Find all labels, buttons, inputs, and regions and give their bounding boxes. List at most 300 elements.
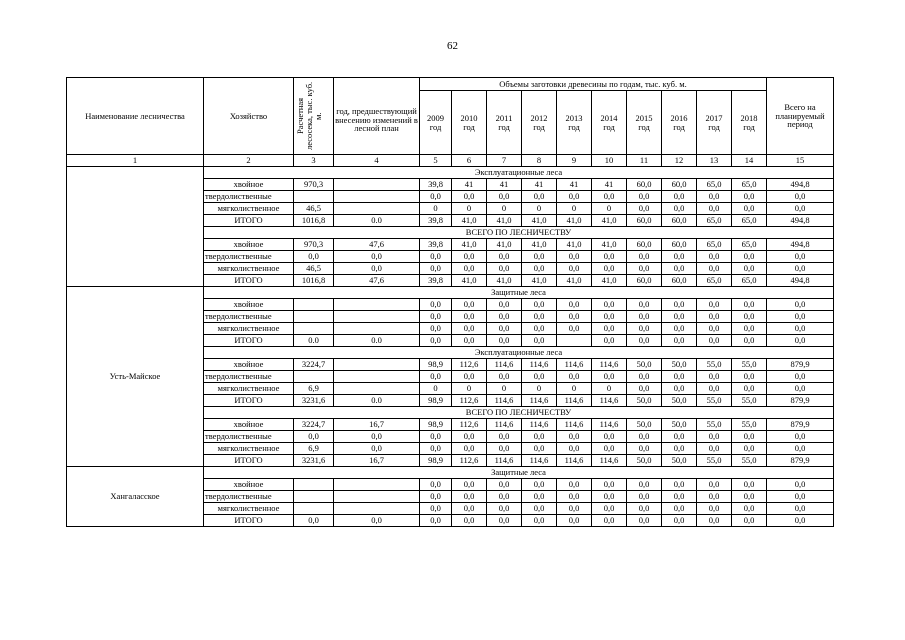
header-year-2014 — [592, 91, 627, 155]
prev-year-value: 0,0 — [334, 515, 420, 527]
prev-year-value: 0,0 — [334, 251, 420, 263]
year-volume-value: 41,0 — [557, 275, 592, 287]
year-volume-value: 0,0 — [627, 299, 662, 311]
year-volume-value: 41 — [487, 179, 522, 191]
column-number: 2 — [204, 155, 294, 167]
header-year-value: 2010 — [460, 112, 478, 123]
calc-cut-value — [294, 371, 334, 383]
prev-year-value — [334, 203, 420, 215]
year-volume-value: 0,0 — [592, 443, 627, 455]
header-calc-cut-label: Расчетная лесосека, тыс. куб. м. — [294, 81, 323, 151]
year-volume-value: 0,0 — [522, 335, 557, 347]
column-number: 7 — [487, 155, 522, 167]
column-number: 9 — [557, 155, 592, 167]
year-volume-value: 41,0 — [487, 215, 522, 227]
section-header-row — [67, 287, 834, 299]
period-total-value: 879,9 — [767, 419, 834, 431]
year-volume-value: 0,0 — [452, 191, 487, 203]
year-volume-value: 114,6 — [557, 455, 592, 467]
year-volume-value: 41,0 — [522, 215, 557, 227]
column-number: 12 — [662, 155, 697, 167]
year-volume-value: 0,0 — [662, 431, 697, 443]
year-volume-value: 0,0 — [662, 383, 697, 395]
prev-year-value — [334, 359, 420, 371]
year-volume-value: 0,0 — [627, 383, 662, 395]
year-volume-value: 0 — [557, 383, 592, 395]
year-volume-value: 55,0 — [732, 419, 767, 431]
year-volume-value: 0,0 — [732, 323, 767, 335]
year-volume-value: 0,0 — [732, 335, 767, 347]
column-number: 14 — [732, 155, 767, 167]
year-volume-value: 60,0 — [662, 239, 697, 251]
year-volume-value: 55,0 — [697, 419, 732, 431]
year-volume-value: 0,0 — [732, 299, 767, 311]
year-volume-value: 50,0 — [662, 419, 697, 431]
section-title: ВСЕГО ПО ЛЕСНИЧЕСТВУ — [204, 407, 834, 419]
year-volume-value: 0,0 — [732, 203, 767, 215]
year-volume-value: 0,0 — [452, 371, 487, 383]
year-volume-value: 0,0 — [697, 491, 732, 503]
year-volume-value: 0,0 — [522, 251, 557, 263]
year-volume-value: 0,0 — [557, 371, 592, 383]
calc-cut-value — [294, 479, 334, 491]
header-year-value: 2011 — [495, 112, 513, 123]
year-volume-value: 112,6 — [452, 395, 487, 407]
year-volume-value: 114,6 — [592, 419, 627, 431]
year-volume-value: 60,0 — [627, 275, 662, 287]
year-volume-value: 0,0 — [662, 251, 697, 263]
prev-year-value: 0.0 — [334, 335, 420, 347]
farm-type: мягколиственное — [204, 443, 294, 455]
year-volume-value: 55,0 — [732, 455, 767, 467]
year-volume-value: 0,0 — [697, 515, 732, 527]
harvest-volume-table — [66, 77, 834, 527]
year-volume-value: 0 — [487, 383, 522, 395]
farm-type: ИТОГО — [204, 395, 294, 407]
year-volume-value: 0,0 — [487, 491, 522, 503]
prev-year-value: 16,7 — [334, 455, 420, 467]
period-total-value: 0,0 — [767, 503, 834, 515]
year-volume-value: 41,0 — [592, 275, 627, 287]
column-number: 3 — [294, 155, 334, 167]
year-volume-value: 0,0 — [697, 503, 732, 515]
column-number: 13 — [697, 155, 732, 167]
header-year-unit: год — [673, 121, 685, 132]
year-volume-value: 0,0 — [627, 311, 662, 323]
column-number: 6 — [452, 155, 487, 167]
year-volume-value: 0,0 — [522, 515, 557, 527]
year-volume-value: 60,0 — [662, 215, 697, 227]
year-volume-value: 0,0 — [697, 311, 732, 323]
year-volume-value: 0,0 — [487, 443, 522, 455]
period-total-value: 0,0 — [767, 251, 834, 263]
farm-type: мягколиственное — [204, 323, 294, 335]
period-total-value: 0,0 — [767, 263, 834, 275]
header-year-unit: год — [533, 121, 545, 132]
header-year-2012 — [522, 91, 557, 155]
year-volume-value: 0,0 — [557, 191, 592, 203]
year-volume-value: 114,6 — [487, 395, 522, 407]
year-volume-value: 0,0 — [452, 431, 487, 443]
year-volume-value: 0,0 — [487, 503, 522, 515]
header-year-unit: год — [498, 121, 510, 132]
calc-cut-value — [294, 191, 334, 203]
farm-type: твердолиственные — [204, 191, 294, 203]
header-year-unit: год — [463, 121, 475, 132]
period-total-value: 0,0 — [767, 371, 834, 383]
year-volume-value: 0 — [420, 383, 452, 395]
year-volume-value: 0,0 — [732, 491, 767, 503]
year-volume-value: 0,0 — [732, 311, 767, 323]
year-volume-value: 65,0 — [732, 239, 767, 251]
header-year-unit: год — [743, 121, 755, 132]
page-number: 62 — [447, 40, 458, 52]
year-volume-value: 0,0 — [557, 311, 592, 323]
year-volume-value: 114,6 — [522, 455, 557, 467]
year-volume-value: 0,0 — [487, 323, 522, 335]
year-volume-value: 0,0 — [522, 263, 557, 275]
year-volume-value: 0,0 — [557, 263, 592, 275]
farm-type: ИТОГО — [204, 515, 294, 527]
calc-cut-value: 1016,8 — [294, 215, 334, 227]
calc-cut-value — [294, 299, 334, 311]
prev-year-value — [334, 299, 420, 311]
year-volume-value: 0 — [522, 383, 557, 395]
year-volume-value: 0,0 — [697, 191, 732, 203]
year-volume-value: 0,0 — [627, 335, 662, 347]
year-volume-value: 112,6 — [452, 359, 487, 371]
period-total-value: 0,0 — [767, 323, 834, 335]
farm-type: твердолиственные — [204, 431, 294, 443]
year-volume-value: 0,0 — [592, 311, 627, 323]
year-volume-value: 41 — [557, 179, 592, 191]
farm-type: твердолиственные — [204, 251, 294, 263]
year-volume-value: 0,0 — [732, 431, 767, 443]
year-volume-value: 0,0 — [452, 515, 487, 527]
calc-cut-value: 0.0 — [294, 335, 334, 347]
year-volume-value: 0,0 — [732, 263, 767, 275]
prev-year-value — [334, 491, 420, 503]
header-year-2017 — [697, 91, 732, 155]
calc-cut-value: 6,9 — [294, 443, 334, 455]
year-volume-value: 0,0 — [557, 431, 592, 443]
period-total-value: 0,0 — [767, 203, 834, 215]
header-year-2011 — [487, 91, 522, 155]
header-year-unit: год — [429, 121, 442, 132]
year-volume-value — [557, 335, 592, 347]
header-year-2018 — [732, 91, 767, 155]
year-volume-value: 114,6 — [487, 419, 522, 431]
year-volume-value: 0,0 — [697, 383, 732, 395]
year-volume-value: 0,0 — [452, 443, 487, 455]
column-number: 10 — [592, 155, 627, 167]
year-volume-value: 0,0 — [662, 515, 697, 527]
header-farm: Хозяйство — [204, 78, 294, 155]
year-volume-value: 0,0 — [662, 491, 697, 503]
period-total-value: 494,8 — [767, 239, 834, 251]
farm-type: хвойное — [204, 479, 294, 491]
year-volume-value: 0,0 — [697, 431, 732, 443]
year-volume-value: 0,0 — [522, 323, 557, 335]
year-volume-value: 0,0 — [487, 431, 522, 443]
year-volume-value: 0,0 — [732, 503, 767, 515]
year-volume-value: 0,0 — [522, 431, 557, 443]
year-volume-value: 0,0 — [452, 323, 487, 335]
prev-year-value — [334, 383, 420, 395]
year-volume-value: 65,0 — [732, 179, 767, 191]
year-volume-value: 0,0 — [420, 479, 452, 491]
year-volume-value: 50,0 — [627, 419, 662, 431]
prev-year-value: 0,0 — [334, 431, 420, 443]
period-total-value: 0,0 — [767, 431, 834, 443]
header-prev-year: год, предшествующий внесению изменений в лесной план — [334, 78, 420, 155]
header-year-value: 2017 — [705, 112, 723, 123]
header-calc-cut — [294, 78, 334, 155]
header-year-2013 — [557, 91, 592, 155]
year-volume-value: 60,0 — [627, 215, 662, 227]
year-volume-value: 98,9 — [420, 419, 452, 431]
year-volume-value: 0,0 — [627, 203, 662, 215]
column-number: 4 — [334, 155, 420, 167]
period-total-value: 494,8 — [767, 275, 834, 287]
year-volume-value: 65,0 — [732, 215, 767, 227]
year-volume-value: 114,6 — [557, 395, 592, 407]
year-volume-value: 0,0 — [662, 335, 697, 347]
farm-type: твердолиственные — [204, 491, 294, 503]
farm-type: хвойное — [204, 179, 294, 191]
year-volume-value: 0,0 — [662, 479, 697, 491]
year-volume-value: 0,0 — [662, 443, 697, 455]
header-year-unit: год — [568, 121, 580, 132]
header-row-top — [67, 78, 834, 91]
period-total-value: 879,9 — [767, 395, 834, 407]
year-volume-value: 0,0 — [452, 479, 487, 491]
period-total-value: 0,0 — [767, 443, 834, 455]
year-volume-value: 41,0 — [592, 215, 627, 227]
year-volume-value: 0,0 — [592, 491, 627, 503]
year-volume-value: 0,0 — [420, 443, 452, 455]
period-total-value: 494,8 — [767, 179, 834, 191]
header-year-unit: год — [603, 121, 615, 132]
calc-cut-value — [294, 311, 334, 323]
year-volume-value: 112,6 — [452, 419, 487, 431]
column-number: 15 — [767, 155, 834, 167]
year-volume-value: 55,0 — [697, 395, 732, 407]
farm-type: мягколиственное — [204, 383, 294, 395]
year-volume-value: 0,0 — [697, 203, 732, 215]
forestry-name: Усть-Майское — [67, 287, 204, 467]
period-total-value: 494,8 — [767, 215, 834, 227]
year-volume-value: 39,8 — [420, 239, 452, 251]
year-volume-value: 0 — [420, 203, 452, 215]
year-volume-value: 0,0 — [452, 311, 487, 323]
prev-year-value — [334, 311, 420, 323]
year-volume-value: 0,0 — [592, 251, 627, 263]
year-volume-value: 50,0 — [662, 455, 697, 467]
year-volume-value: 0,0 — [732, 515, 767, 527]
year-volume-value: 0,0 — [592, 515, 627, 527]
year-volume-value: 0,0 — [592, 371, 627, 383]
year-volume-value: 114,6 — [557, 359, 592, 371]
year-volume-value: 0,0 — [627, 431, 662, 443]
farm-type: мягколиственное — [204, 203, 294, 215]
year-volume-value: 0,0 — [592, 503, 627, 515]
prev-year-value — [334, 503, 420, 515]
header-year-value: 2015 — [635, 112, 653, 123]
header-volumes-group: Объемы заготовки древесины по годам, тыс. куб. м. — [420, 78, 767, 91]
year-volume-value: 0,0 — [487, 191, 522, 203]
header-year-2009 — [420, 91, 452, 155]
year-volume-value: 0 — [557, 203, 592, 215]
year-volume-value: 0 — [522, 203, 557, 215]
header-year-value: 2014 — [600, 112, 618, 123]
calc-cut-value: 3224,7 — [294, 359, 334, 371]
calc-cut-value: 3231,6 — [294, 455, 334, 467]
year-volume-value: 0,0 — [732, 479, 767, 491]
year-volume-value: 0,0 — [592, 335, 627, 347]
calc-cut-value: 970,3 — [294, 179, 334, 191]
header-year-unit: год — [708, 121, 720, 132]
header-year-value: 2009 — [427, 112, 444, 123]
year-volume-value: 60,0 — [662, 179, 697, 191]
period-total-value: 0,0 — [767, 515, 834, 527]
year-volume-value: 41 — [452, 179, 487, 191]
year-volume-value: 114,6 — [522, 359, 557, 371]
year-volume-value: 0,0 — [420, 371, 452, 383]
forestry-name — [67, 167, 204, 287]
calc-cut-value: 6,9 — [294, 383, 334, 395]
year-volume-value: 41,0 — [557, 239, 592, 251]
calc-cut-value: 0,0 — [294, 251, 334, 263]
calc-cut-value: 46,5 — [294, 203, 334, 215]
year-volume-value: 0,0 — [420, 491, 452, 503]
calc-cut-value: 3224,7 — [294, 419, 334, 431]
header-year-value: 2013 — [565, 112, 583, 123]
year-volume-value: 41,0 — [452, 239, 487, 251]
year-volume-value: 41 — [522, 179, 557, 191]
year-volume-value: 114,6 — [487, 455, 522, 467]
year-volume-value: 0 — [487, 203, 522, 215]
year-volume-value: 41,0 — [522, 275, 557, 287]
prev-year-value: 0,0 — [334, 263, 420, 275]
year-volume-value: 114,6 — [557, 419, 592, 431]
year-volume-value: 60,0 — [627, 179, 662, 191]
year-volume-value: 55,0 — [697, 455, 732, 467]
year-volume-value: 0,0 — [487, 371, 522, 383]
year-volume-value: 0,0 — [420, 263, 452, 275]
period-total-value: 0,0 — [767, 383, 834, 395]
year-volume-value: 0,0 — [557, 443, 592, 455]
year-volume-value: 0,0 — [662, 203, 697, 215]
year-volume-value: 0,0 — [522, 491, 557, 503]
year-volume-value: 0 — [452, 383, 487, 395]
year-volume-value: 0,0 — [522, 443, 557, 455]
year-volume-value: 0,0 — [627, 263, 662, 275]
year-volume-value: 41,0 — [592, 239, 627, 251]
year-volume-value: 0,0 — [662, 263, 697, 275]
year-volume-value: 0,0 — [557, 323, 592, 335]
year-volume-value: 0,0 — [452, 335, 487, 347]
year-volume-value: 0,0 — [592, 263, 627, 275]
section-title: Эксплуатационные леса — [204, 167, 834, 179]
farm-type: ИТОГО — [204, 275, 294, 287]
year-volume-value: 114,6 — [522, 395, 557, 407]
prev-year-value — [334, 191, 420, 203]
year-volume-value: 55,0 — [732, 359, 767, 371]
year-volume-value: 0,0 — [487, 479, 522, 491]
year-volume-value: 98,9 — [420, 455, 452, 467]
header-year-2015 — [627, 91, 662, 155]
year-volume-value: 0,0 — [662, 371, 697, 383]
year-volume-value: 112,6 — [452, 455, 487, 467]
calc-cut-value: 46,5 — [294, 263, 334, 275]
year-volume-value: 0,0 — [697, 251, 732, 263]
year-volume-value: 0,0 — [697, 371, 732, 383]
calc-cut-value: 0,0 — [294, 515, 334, 527]
year-volume-value: 0,0 — [522, 311, 557, 323]
year-volume-value: 65,0 — [732, 275, 767, 287]
year-volume-value: 0 — [592, 383, 627, 395]
calc-cut-value: 0,0 — [294, 431, 334, 443]
year-volume-value: 0,0 — [487, 299, 522, 311]
year-volume-value: 0,0 — [557, 299, 592, 311]
year-volume-value: 0,0 — [627, 443, 662, 455]
farm-type: мягколиственное — [204, 503, 294, 515]
year-volume-value: 39,8 — [420, 179, 452, 191]
year-volume-value: 114,6 — [592, 395, 627, 407]
year-volume-value: 0,0 — [732, 443, 767, 455]
column-number: 1 — [67, 155, 204, 167]
year-volume-value: 0,0 — [557, 515, 592, 527]
year-volume-value: 0,0 — [522, 299, 557, 311]
year-volume-value: 50,0 — [662, 359, 697, 371]
prev-year-value: 0.0 — [334, 215, 420, 227]
year-volume-value: 98,9 — [420, 395, 452, 407]
year-volume-value: 0,0 — [732, 251, 767, 263]
year-volume-value: 0,0 — [732, 191, 767, 203]
calc-cut-value: 970,3 — [294, 239, 334, 251]
period-total-value: 879,9 — [767, 455, 834, 467]
year-volume-value: 0,0 — [627, 371, 662, 383]
prev-year-value: 47,6 — [334, 275, 420, 287]
year-volume-value: 0,0 — [697, 335, 732, 347]
year-volume-value: 41,0 — [557, 215, 592, 227]
header-year-value: 2016 — [670, 112, 688, 123]
year-volume-value: 0,0 — [662, 311, 697, 323]
year-volume-value: 0,0 — [420, 431, 452, 443]
period-total-value: 879,9 — [767, 359, 834, 371]
farm-type: хвойное — [204, 299, 294, 311]
header-year-2016 — [662, 91, 697, 155]
prev-year-value — [334, 479, 420, 491]
year-volume-value: 41 — [592, 179, 627, 191]
year-volume-value: 0,0 — [697, 299, 732, 311]
prev-year-value: 0.0 — [334, 395, 420, 407]
year-volume-value: 65,0 — [697, 275, 732, 287]
year-volume-value: 39,8 — [420, 275, 452, 287]
calc-cut-value — [294, 323, 334, 335]
period-total-value: 0,0 — [767, 311, 834, 323]
farm-type: твердолиственные — [204, 371, 294, 383]
year-volume-value: 0,0 — [522, 479, 557, 491]
year-volume-value: 0,0 — [697, 323, 732, 335]
year-volume-value: 0,0 — [452, 491, 487, 503]
year-volume-value: 41,0 — [487, 239, 522, 251]
year-volume-value: 0,0 — [627, 479, 662, 491]
section-header-row — [67, 467, 834, 479]
year-volume-value: 0,0 — [452, 503, 487, 515]
period-total-value: 0,0 — [767, 491, 834, 503]
